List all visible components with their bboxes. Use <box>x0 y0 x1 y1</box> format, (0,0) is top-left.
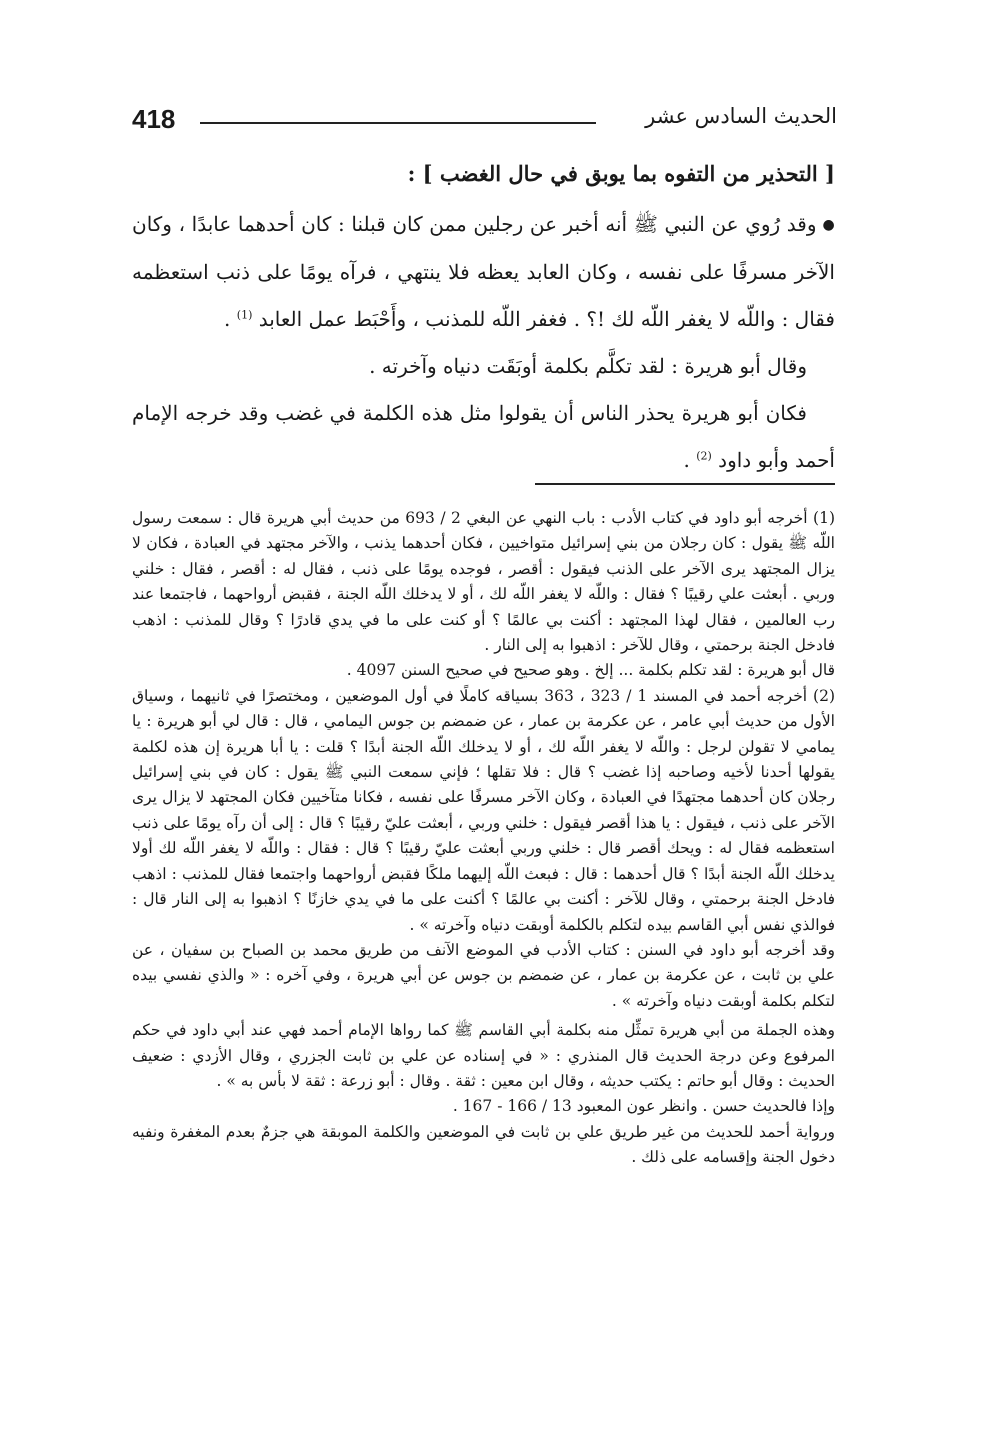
header-rule <box>200 122 596 124</box>
paragraph-1 <box>132 201 835 343</box>
footnote-ref-2[interactable]: (2) <box>696 449 712 463</box>
footnote-separator <box>535 483 835 485</box>
page-number: 418 <box>132 104 176 134</box>
bullet-icon: ● <box>822 217 835 233</box>
footnote-2-grading: وهذه الجملة من أبي هريرة تمثِّل منه بكلمة أبي القاسم ﷺ كما رواها الإمام أحمد فهي عند أبي داود في حكم المرفوع وعن درجة الحديث قال المنذري : « في إسناده عن علي بن ثابت الجزري ، وقال الأزدي : ضعيف الحديث : وقال أبو حاتم : يكتب حديثه ، وقال ابن معين : ثقة . وقال : أبو زرعة : ثقة لا بأس به » . <box>132 1021 835 1090</box>
running-title: الحديث السادس عشر <box>645 104 837 128</box>
paragraph-3 <box>132 390 835 484</box>
footnote-2-abu-dawud: وقد أخرجه أبو داود في السنن : كتاب الأدب في الموضع الآنف من طريق محمد بن الصباح بن سفيان ، عن علي بن ثابت ، عن عكرمة بن عمار ، عن ضمضم بن جوس عن أبي هريرة ، وفي آخره : « والذي نفسي بيده لتكلم بكلمة أوبقت دنياه وآخرته » . <box>132 940 835 1010</box>
paragraph-1-text: وقد رُوي عن النبي ﷺ أنه أخبر عن رجلين ممن كان قبلنا : كان أحدهما عابدًا ، وكان الآخر مسرفًا على نفسه ، وكان العابد يعظه فلا ينتهي ، فرآه يومًا على ذنب استعظمه فقال : واللّه لا يغفر اللّه لك !؟ . فغفر اللّه للمذنب ، وأَحْبَط عمل العابد <box>132 212 835 331</box>
paragraph-2: وقال أبو هريرة : لقد تكلَّم بكلمة أوبَقَت دنياه وآخرته . <box>369 354 807 378</box>
page-header <box>132 100 837 140</box>
footnote-2: (2) أخرجه أحمد في المسند 1 / 323 ، 363 بسياقه كاملًا في أول الموضعين ، ومختصرًا في ثانيهما ، وسياق الأول من حديث أبي عامر ، عن عكرمة بن عمار ، عن ضمضم بن جوس اليمامي ، قال : قال لي أبو هريرة : يا يمامي لا تقولن لرجل : واللّه لا يغفر اللّه لك ، أو لا يدخلك اللّه الجنة أبدًا ؟ قلت : يا أبا هريرة إن هذه لكلمة يقولها أحدنا لأخيه وصاحبه إذا غضب ؟ قال : فلا تقلها ؛ فإني سمعت النبي ﷺ يقول : كان في بني إسرائيل رجلان كان أحدهما مجتهدًا في العبادة ، وكان الآخر مسرفًا على نفسه ، فكانا متآخيين فكان المجتهد لا يزال يرى الآخر على ذنب ، فيقول : يا هذا أقصر فيقول : خلني وربي ، أبعثت عليّ رقيبًا ؟ قال : إلى أن رآه يومًا على ذنب استعظمه فقال له : ويحك أقصر قال : خلني وربي أبعثت عليّ رقيبًا ؟ قال : فقال : واللّه لا يغفر اللّه لك أولا يدخلك اللّه الجنة أبدًا ؟ قال أحدهما : قال : فبعث اللّه إليهما ملكًا فقبض أرواحهما واجتمعا فقال للمذنب : اذهب فادخل الجنة برحمتي ، وقال للآخر : أكنت بي عالمًا ؟ أكنت على ما في يدي خازنًا ؟ اذهبوا به إلى النار قال : فوالذي نفس أبي القاسم بيده لتكلم بالكلمة أوبقت دنياه وآخرته » . <box>132 686 836 934</box>
footnotes <box>132 506 835 1171</box>
footnote-2-conclusion: وإذا فالحديث حسن . وانظر عون المعبود 13 / 166 - 167 . <box>452 1097 835 1116</box>
footnote-1-continued: قال أبو هريرة : لقد تكلم بكلمة ... إلخ . وهو صحيح في صحيح السنن 4097 . <box>346 661 835 680</box>
footnote-2-ahmad-note: ورواية أحمد للحديث من غير طريق علي بن ثابت في الموضعين والكلمة الموبقة هي جزمٌ بعدم المغفرة ونفيه دخول الجنة وإقسامه على ذلك . <box>132 1122 835 1167</box>
footnote-ref-1[interactable]: (1) <box>236 308 253 322</box>
paragraph-3-end: . <box>683 448 697 472</box>
paragraph-3-text: فكان أبو هريرة يحذر الناس أن يقولوا مثل هذه الكلمة في غضب وقد خرجه الإمام أحمد وأبو داود <box>132 401 835 472</box>
footnote-1: (1) أخرجه أبو داود في كتاب الأدب : باب النهي عن البغي 2 / 693 من حديث أبي هريرة قال : سمعت رسول اللّه ﷺ يقول : كان رجلان من بني إسرائيل متواخيين ، فكان أحدهما يذنب ، والآخر مجتهد في العبادة ، فكان لا يزال المجتهد يرى الآخر على الذنب فيقول : أقصر ، فوجده يومًا على ذنب ، فقال له : أقصر ، فقال : خلني وربي . أبعثت علي رقيبًا ؟ فقال : واللّه لا يغفر اللّه لك ، أو لا يدخلك اللّه الجنة ، فقبض أرواحهما ، فاجتمعا عند رب العالمين ، فقال لهذا المجتهد : أكنت بي عالمًا ؟ أو كنت على ما في يدي قادرًا ؟ وقال للمذنب : اذهب فادخل الجنة برحمتي ، وقال للآخر : اذهبوا به إلى النار . <box>132 509 835 655</box>
paragraph-1-end: . <box>224 307 237 331</box>
section-heading: [ التحذير من التفوه بما يوبق في حال الغضب ] : <box>407 161 835 186</box>
main-text <box>132 150 835 484</box>
